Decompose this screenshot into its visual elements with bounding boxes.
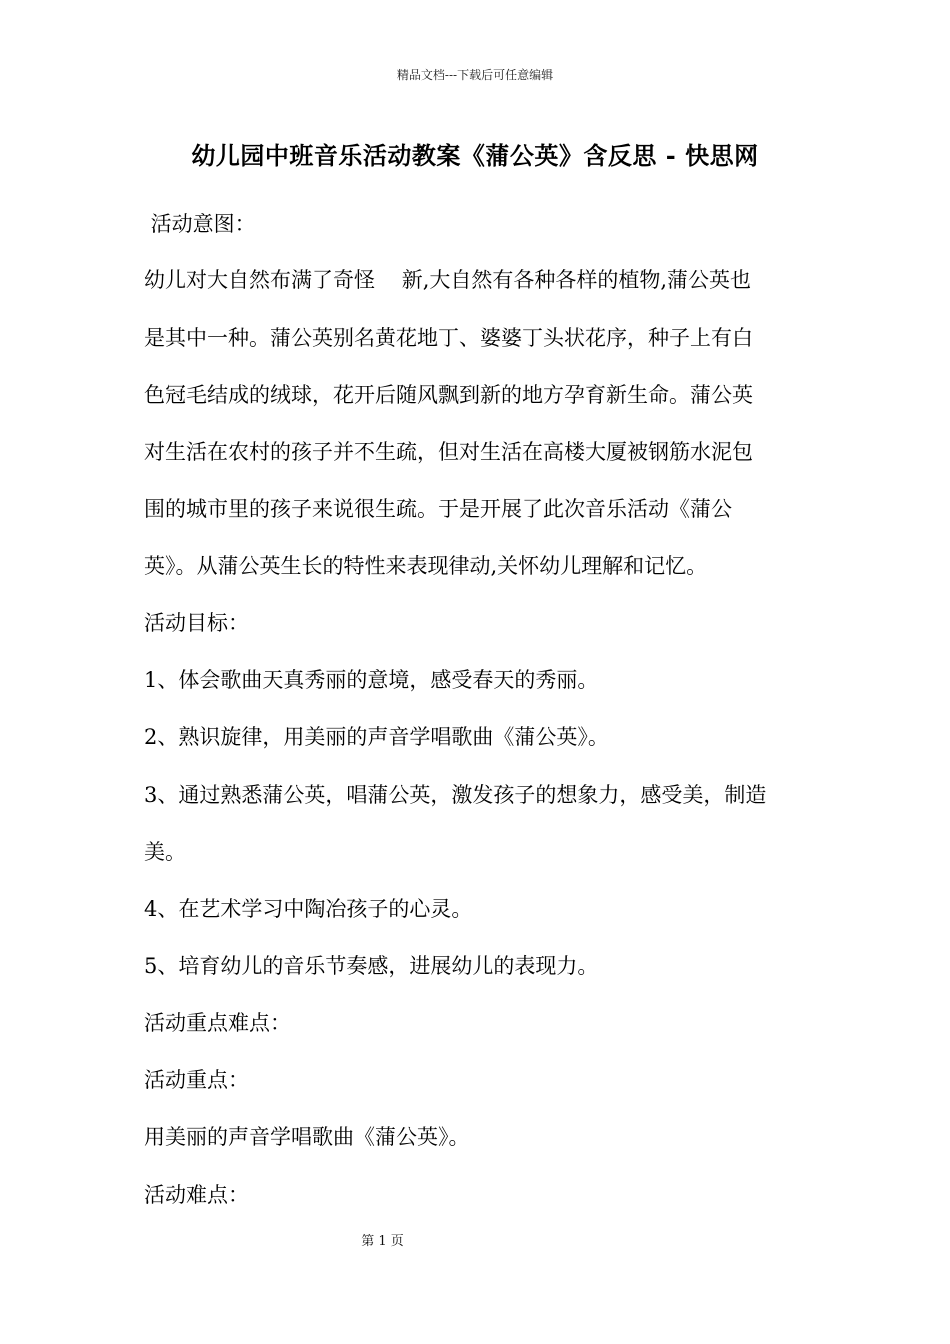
header-note: 精品文档---下载后可任意编辑 xyxy=(396,68,554,82)
list-item: 5、培育幼儿的音乐节奏感，进展幼儿的表现力。 xyxy=(144,954,599,978)
section-heading: 活动目标： xyxy=(144,611,249,635)
paragraph-line: 活动意图： xyxy=(144,212,256,236)
paragraph-line: 是其中一种。蒲公英别名黄花地丁、婆婆丁头状花序，种子上有白 xyxy=(144,326,753,350)
list-item: 2、熟识旋律，用美丽的声音学唱歌曲《蒲公英》。 xyxy=(144,725,609,749)
paragraph-line: 用美丽的声音学唱歌曲《蒲公英》。 xyxy=(144,1125,470,1149)
paragraph-line: 英》。从蒲公英生长的特性来表现律动,关怀幼儿理解和记忆。 xyxy=(144,554,708,578)
page-number: 第 1 页 xyxy=(361,1234,404,1249)
list-item: 4、在艺术学习中陶冶孩子的心灵。 xyxy=(144,897,473,921)
list-item: 3、通过熟悉蒲公英，唱蒲公英，激发孩子的想象力，感受美，制造 xyxy=(144,783,767,807)
paragraph-line: 幼儿对大自然布满了奇怪 新,大自然有各种各样的植物,蒲公英也 xyxy=(144,268,752,292)
document-title: 幼儿园中班音乐活动教案《蒲公英》含反思 - 快思网 xyxy=(191,141,759,170)
section-heading: 活动重点难点： xyxy=(144,1011,291,1035)
list-item: 1、体会歌曲天真秀丽的意境，感受春天的秀丽。 xyxy=(144,668,599,692)
paragraph-line: 对生活在农村的孩子并不生疏，但对生活在高楼大厦被钢筋水泥包 xyxy=(144,440,753,464)
paragraph-line: 围的城市里的孩子来说很生疏。于是开展了此次音乐活动《蒲公 xyxy=(144,497,732,521)
subsection-heading: 活动难点： xyxy=(144,1183,249,1207)
list-item-continuation: 美。 xyxy=(144,840,186,864)
paragraph-line: 色冠毛结成的绒球，花开后随风飘到新的地方孕育新生命。蒲公英 xyxy=(144,383,753,407)
subsection-heading: 活动重点： xyxy=(144,1068,249,1092)
